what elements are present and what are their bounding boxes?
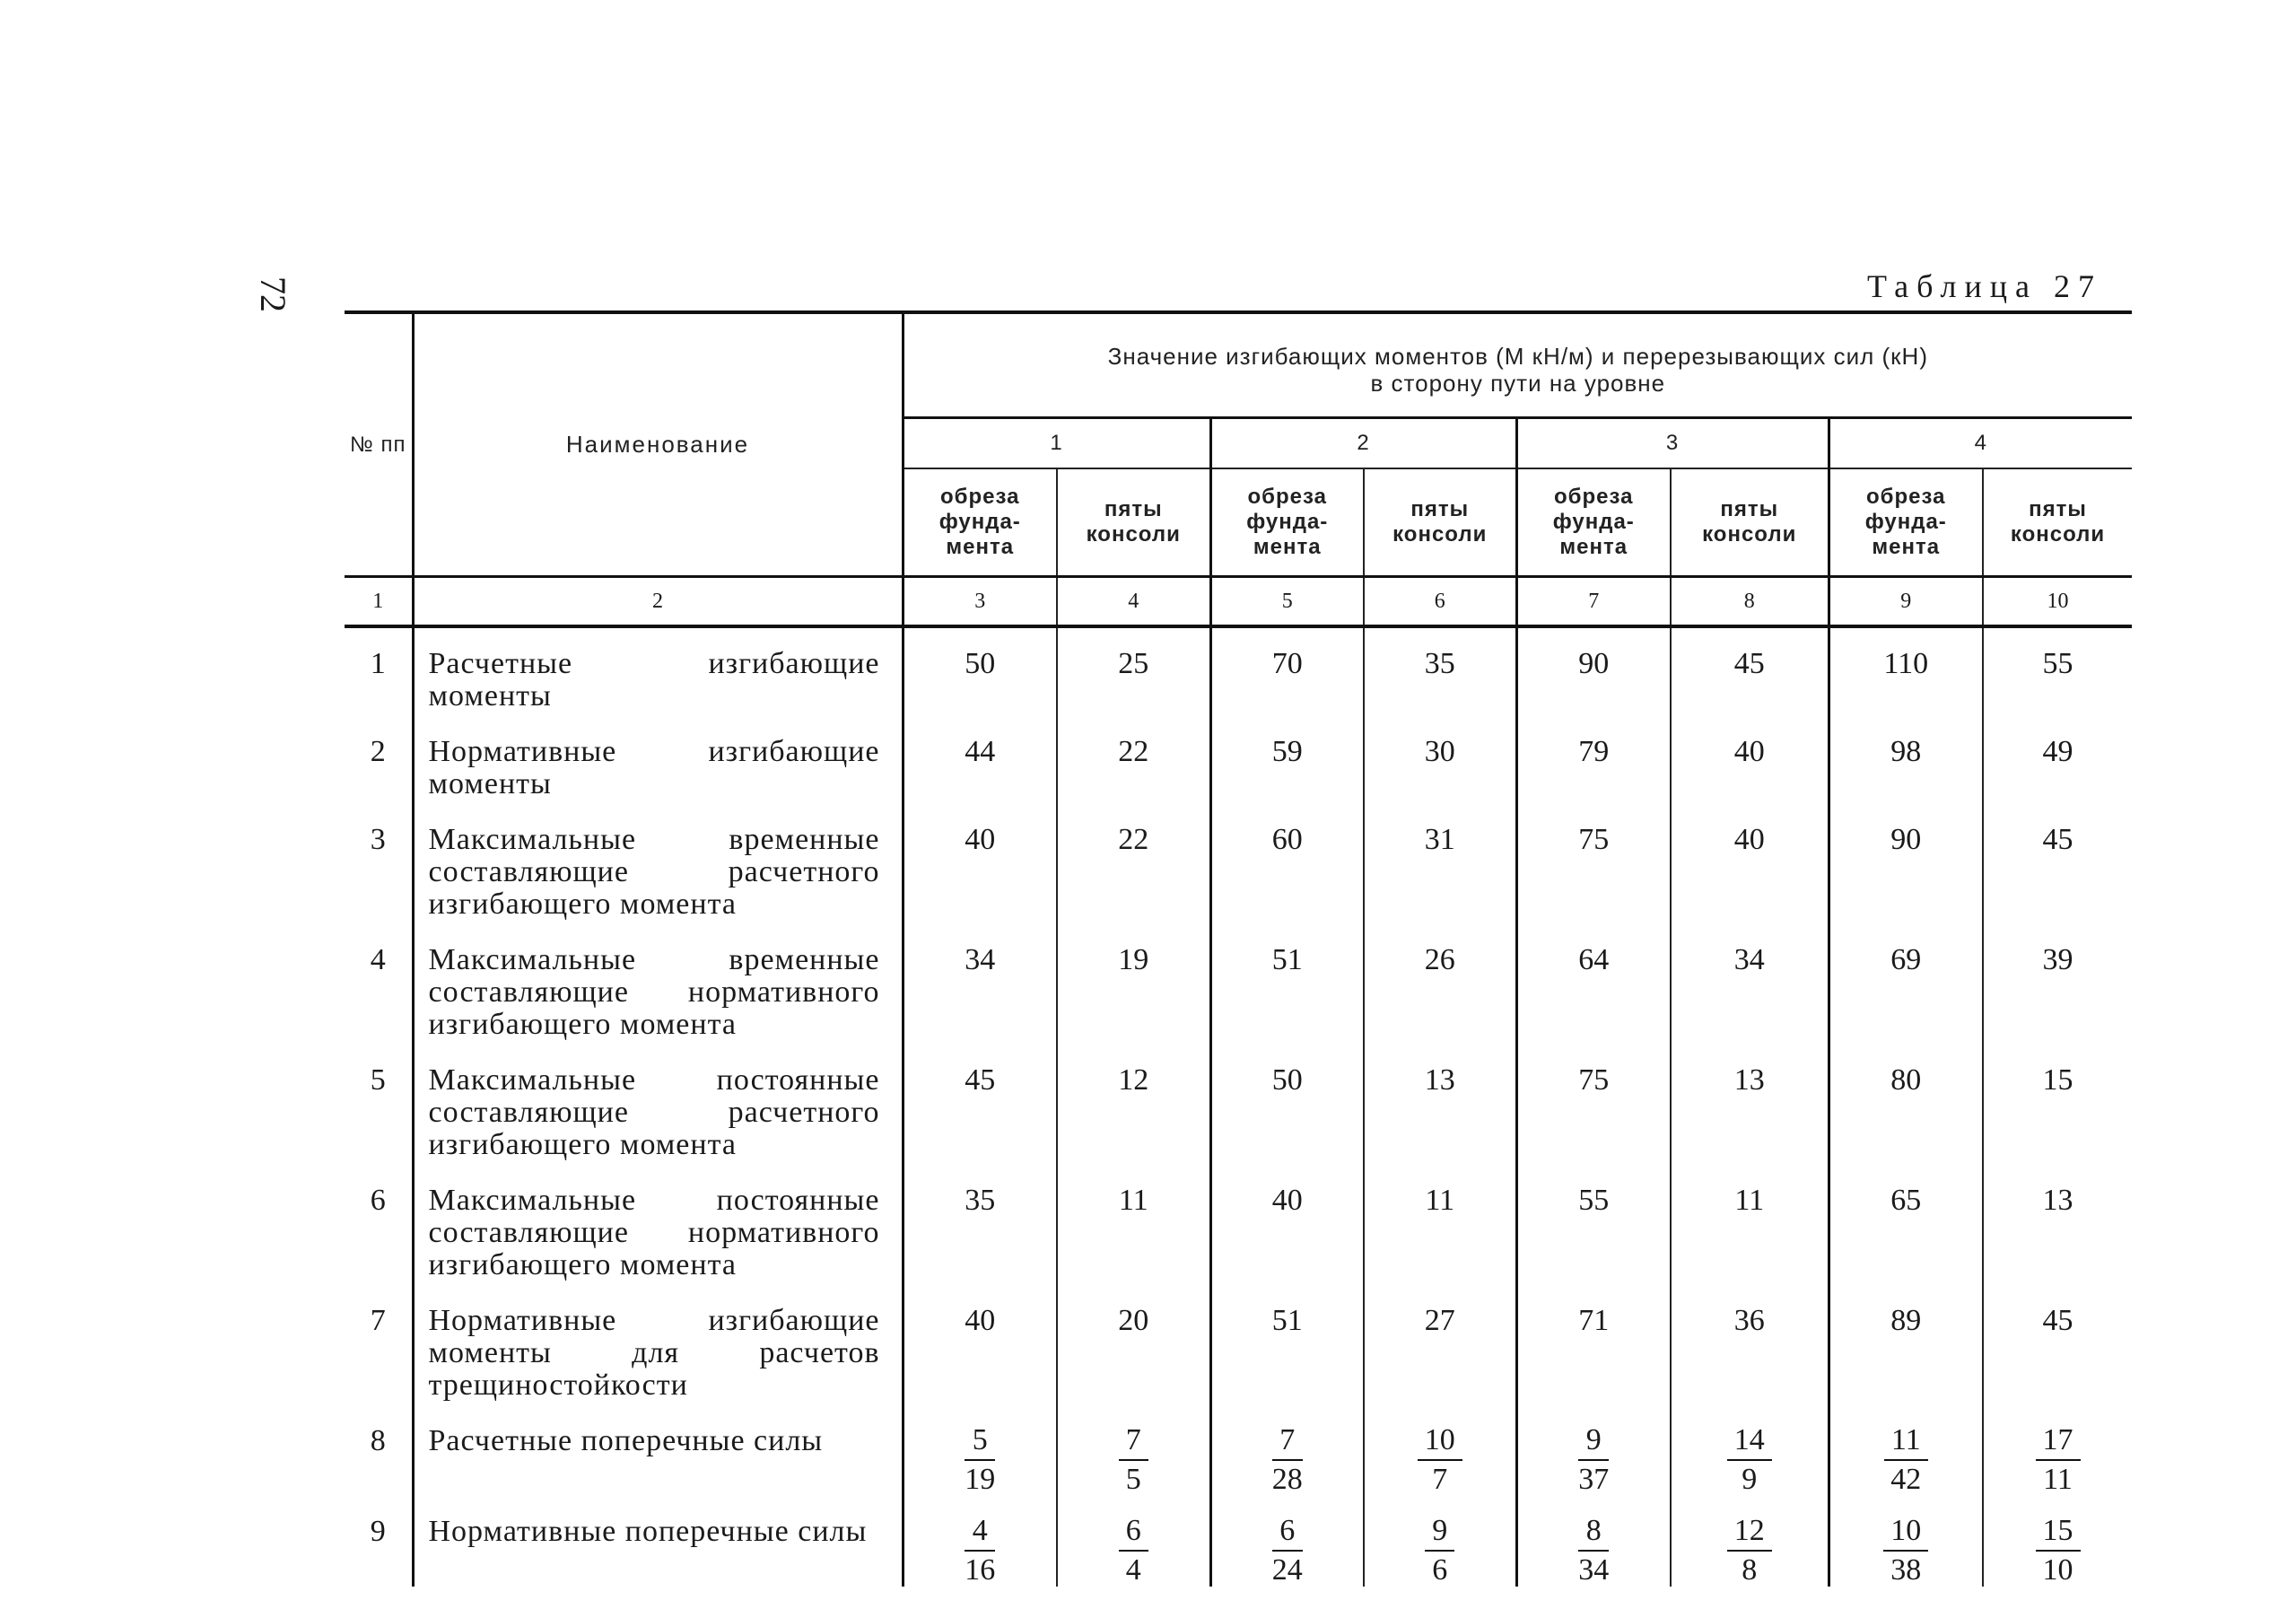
fraction-denominator: 4 (1125, 1553, 1141, 1587)
row-number: 8 (370, 1424, 386, 1457)
value-cell: 30 (1364, 716, 1516, 804)
fraction (1727, 1425, 1772, 1495)
value-cell: 36 (1671, 1285, 1829, 1405)
table-row (345, 804, 2132, 924)
group-title (903, 312, 2132, 418)
fraction-numerator: 9 (1425, 1516, 1454, 1552)
value-cell: 49 (1983, 716, 2132, 804)
col-name-header (413, 312, 903, 577)
table-body (345, 626, 2132, 1587)
colnum-8: 8 (1671, 577, 1829, 627)
value-cell: 22 (1057, 716, 1210, 804)
col-name-label: Наименование (565, 431, 750, 458)
fraction (1578, 1425, 1609, 1495)
subcol-console: пяты консоли (1983, 468, 2132, 577)
fraction (2036, 1425, 2081, 1495)
fraction (965, 1516, 995, 1586)
value-cell: 40 (1671, 716, 1829, 804)
fraction-cell (1364, 1405, 1516, 1496)
fraction-numerator: 5 (965, 1425, 995, 1461)
table-caption: Таблица 27 (1867, 268, 2102, 304)
fraction (2036, 1516, 2081, 1586)
value-cell: 55 (1983, 626, 2132, 716)
value-cell: 27 (1364, 1285, 1516, 1405)
fraction-cell (1057, 1405, 1210, 1496)
fraction-denominator: 10 (2042, 1553, 2073, 1587)
value-cell: 15 (1983, 1045, 2132, 1165)
value-cell: 50 (1210, 1045, 1364, 1165)
value-cell: 35 (903, 1165, 1057, 1285)
value-cell: 31 (1364, 804, 1516, 924)
col-no-header (345, 312, 413, 577)
value-cell: 110 (1829, 626, 1983, 716)
fraction-denominator: 6 (1432, 1553, 1448, 1587)
fraction (1883, 1516, 1928, 1586)
fraction-denominator: 9 (1742, 1463, 1758, 1496)
value-cell: 45 (1671, 626, 1829, 716)
fraction-numerator: 10 (1883, 1516, 1928, 1552)
fraction-cell (903, 1496, 1057, 1587)
value-cell: 75 (1516, 804, 1671, 924)
fraction-cell (1671, 1496, 1829, 1587)
fraction-numerator: 14 (1727, 1425, 1772, 1461)
fraction (1119, 1516, 1148, 1586)
value-cell: 59 (1210, 716, 1364, 804)
value-cell: 40 (1671, 804, 1829, 924)
value-cell: 13 (1983, 1165, 2132, 1285)
colnum-9: 9 (1829, 577, 1983, 627)
subcol-console: пяты консоли (1671, 468, 1829, 577)
fraction (1272, 1425, 1303, 1495)
row-name: Расчетные изгибающие моменты (413, 626, 903, 716)
fraction (1578, 1516, 1609, 1586)
value-cell: 40 (1210, 1165, 1364, 1285)
colnum-4: 4 (1057, 577, 1210, 627)
value-cell: 90 (1829, 804, 1983, 924)
fraction (1727, 1516, 1772, 1586)
colnum-1: 1 (345, 577, 413, 627)
header-row-group (345, 312, 2132, 418)
fraction-numerator: 7 (1119, 1425, 1148, 1461)
fraction-numerator: 6 (1272, 1516, 1303, 1552)
value-cell: 70 (1210, 626, 1364, 716)
fraction-denominator: 34 (1578, 1553, 1610, 1587)
subcol-foundation: обреза фунда- мента (903, 468, 1057, 577)
fraction-numerator: 9 (1578, 1425, 1609, 1461)
value-cell: 11 (1057, 1165, 1210, 1285)
value-cell: 40 (903, 804, 1057, 924)
value-cell: 35 (1364, 626, 1516, 716)
fraction-denominator: 8 (1742, 1553, 1758, 1587)
fraction-cell (1983, 1405, 2132, 1496)
page-number: 72 (253, 276, 293, 312)
value-cell: 13 (1364, 1045, 1516, 1165)
fraction (1418, 1425, 1462, 1495)
value-cell: 89 (1829, 1285, 1983, 1405)
colnum-10: 10 (1983, 577, 2132, 627)
fraction-denominator: 28 (1271, 1463, 1303, 1496)
fraction-cell (1829, 1405, 1983, 1496)
value-cell: 11 (1364, 1165, 1516, 1285)
column-number-row (345, 577, 2132, 627)
row-name: Расчетные поперечные силы (413, 1405, 903, 1496)
value-cell: 26 (1364, 924, 1516, 1045)
subcol-console: пяты консоли (1057, 468, 1210, 577)
subcol-foundation: обреза фунда- мента (1516, 468, 1671, 577)
fraction-cell (1983, 1496, 2132, 1587)
group-title-line2: в сторону пути на уровне (1370, 370, 1666, 397)
row-number: 4 (370, 943, 386, 976)
fraction-numerator: 17 (2036, 1425, 2081, 1461)
fraction-cell (1516, 1405, 1671, 1496)
colnum-3: 3 (903, 577, 1057, 627)
table-row (345, 924, 2132, 1045)
fraction-cell (1210, 1405, 1364, 1496)
value-cell: 71 (1516, 1285, 1671, 1405)
level-4: 4 (1829, 418, 2132, 469)
colnum-6: 6 (1364, 577, 1516, 627)
value-cell: 55 (1516, 1165, 1671, 1285)
value-cell: 13 (1671, 1045, 1829, 1165)
value-cell: 25 (1057, 626, 1210, 716)
row-name: Нормативные изгибающие моменты для расчетов трещиностойкости (413, 1285, 903, 1405)
value-cell: 20 (1057, 1285, 1210, 1405)
value-cell: 39 (1983, 924, 2132, 1045)
fraction-cell (1364, 1496, 1516, 1587)
row-number: 9 (370, 1515, 386, 1548)
value-cell: 34 (1671, 924, 1829, 1045)
fraction-denominator: 19 (965, 1463, 996, 1496)
subcol-foundation: обреза фунда- мента (1829, 468, 1983, 577)
value-cell: 45 (903, 1045, 1057, 1165)
fraction-denominator: 37 (1578, 1463, 1610, 1496)
fraction (1425, 1516, 1454, 1586)
value-cell: 34 (903, 924, 1057, 1045)
fraction-denominator: 11 (2043, 1463, 2073, 1496)
row-number: 7 (370, 1304, 386, 1337)
fraction (965, 1425, 995, 1495)
value-cell: 19 (1057, 924, 1210, 1045)
value-cell: 98 (1829, 716, 1983, 804)
fraction-numerator: 7 (1272, 1425, 1303, 1461)
table-row (345, 1045, 2132, 1165)
fraction (1119, 1425, 1148, 1495)
value-cell: 22 (1057, 804, 1210, 924)
value-cell: 69 (1829, 924, 1983, 1045)
value-cell: 90 (1516, 626, 1671, 716)
row-number: 3 (370, 823, 386, 856)
row-name: Максимальные временные составляющие нормативного изгибающего момента (413, 924, 903, 1045)
fraction-numerator: 8 (1578, 1516, 1609, 1552)
fraction-numerator: 10 (1418, 1425, 1462, 1461)
value-cell: 75 (1516, 1045, 1671, 1165)
colnum-2: 2 (413, 577, 903, 627)
value-cell: 45 (1983, 1285, 2132, 1405)
value-cell: 11 (1671, 1165, 1829, 1285)
value-cell: 50 (903, 626, 1057, 716)
fraction-numerator: 6 (1119, 1516, 1148, 1552)
fraction-denominator: 5 (1125, 1463, 1141, 1496)
colnum-7: 7 (1516, 577, 1671, 627)
data-table (345, 310, 2132, 1587)
value-cell: 79 (1516, 716, 1671, 804)
level-2: 2 (1210, 418, 1516, 469)
row-number: 1 (370, 647, 386, 680)
level-1: 1 (903, 418, 1210, 469)
fraction-denominator: 16 (965, 1553, 996, 1587)
fraction-cell (1829, 1496, 1983, 1587)
fraction-cell (1671, 1405, 1829, 1496)
row-number: 6 (370, 1184, 386, 1217)
fraction-denominator: 42 (1890, 1463, 1922, 1496)
fraction-cell (1516, 1496, 1671, 1587)
fraction-denominator: 24 (1271, 1553, 1303, 1587)
value-cell: 40 (903, 1285, 1057, 1405)
value-cell: 64 (1516, 924, 1671, 1045)
fraction (1884, 1425, 1928, 1495)
fraction-numerator: 12 (1727, 1516, 1772, 1552)
fraction-cell (903, 1405, 1057, 1496)
value-cell: 44 (903, 716, 1057, 804)
colnum-5: 5 (1210, 577, 1364, 627)
row-name: Нормативные поперечные силы (413, 1496, 903, 1587)
subcol-console: пяты консоли (1364, 468, 1516, 577)
value-cell: 51 (1210, 1285, 1364, 1405)
table-row (345, 1496, 2132, 1587)
row-number: 5 (370, 1063, 386, 1097)
table-row (345, 1165, 2132, 1285)
fraction-denominator: 7 (1432, 1463, 1448, 1496)
table-row (345, 626, 2132, 716)
row-name: Максимальные постоянные составляющие расчетного изгибающего момента (413, 1045, 903, 1165)
value-cell: 12 (1057, 1045, 1210, 1165)
fraction-numerator: 11 (1884, 1425, 1928, 1461)
value-cell: 51 (1210, 924, 1364, 1045)
table-row (345, 1285, 2132, 1405)
row-name: Нормативные изгибающие моменты (413, 716, 903, 804)
table-row (345, 716, 2132, 804)
row-name: Максимальные постоянные составляющие нормативного изгибающего момента (413, 1165, 903, 1285)
row-name: Максимальные временные составляющие расчетного изгибающего момента (413, 804, 903, 924)
fraction-numerator: 4 (965, 1516, 995, 1552)
fraction-numerator: 15 (2036, 1516, 2081, 1552)
value-cell: 60 (1210, 804, 1364, 924)
fraction-denominator: 38 (1890, 1553, 1922, 1587)
fraction (1272, 1516, 1303, 1586)
row-number: 2 (370, 735, 386, 768)
group-title-line1: Значение изгибающих моментов (М кН/м) и перерезывающих сил (кН) (1107, 343, 1928, 370)
subcol-foundation: обреза фунда- мента (1210, 468, 1364, 577)
fraction-cell (1057, 1496, 1210, 1587)
value-cell: 45 (1983, 804, 2132, 924)
value-cell: 65 (1829, 1165, 1983, 1285)
fraction-cell (1210, 1496, 1364, 1587)
col-no-label: № пп (350, 432, 406, 457)
value-cell: 80 (1829, 1045, 1983, 1165)
level-3: 3 (1516, 418, 1829, 469)
table-row (345, 1405, 2132, 1496)
